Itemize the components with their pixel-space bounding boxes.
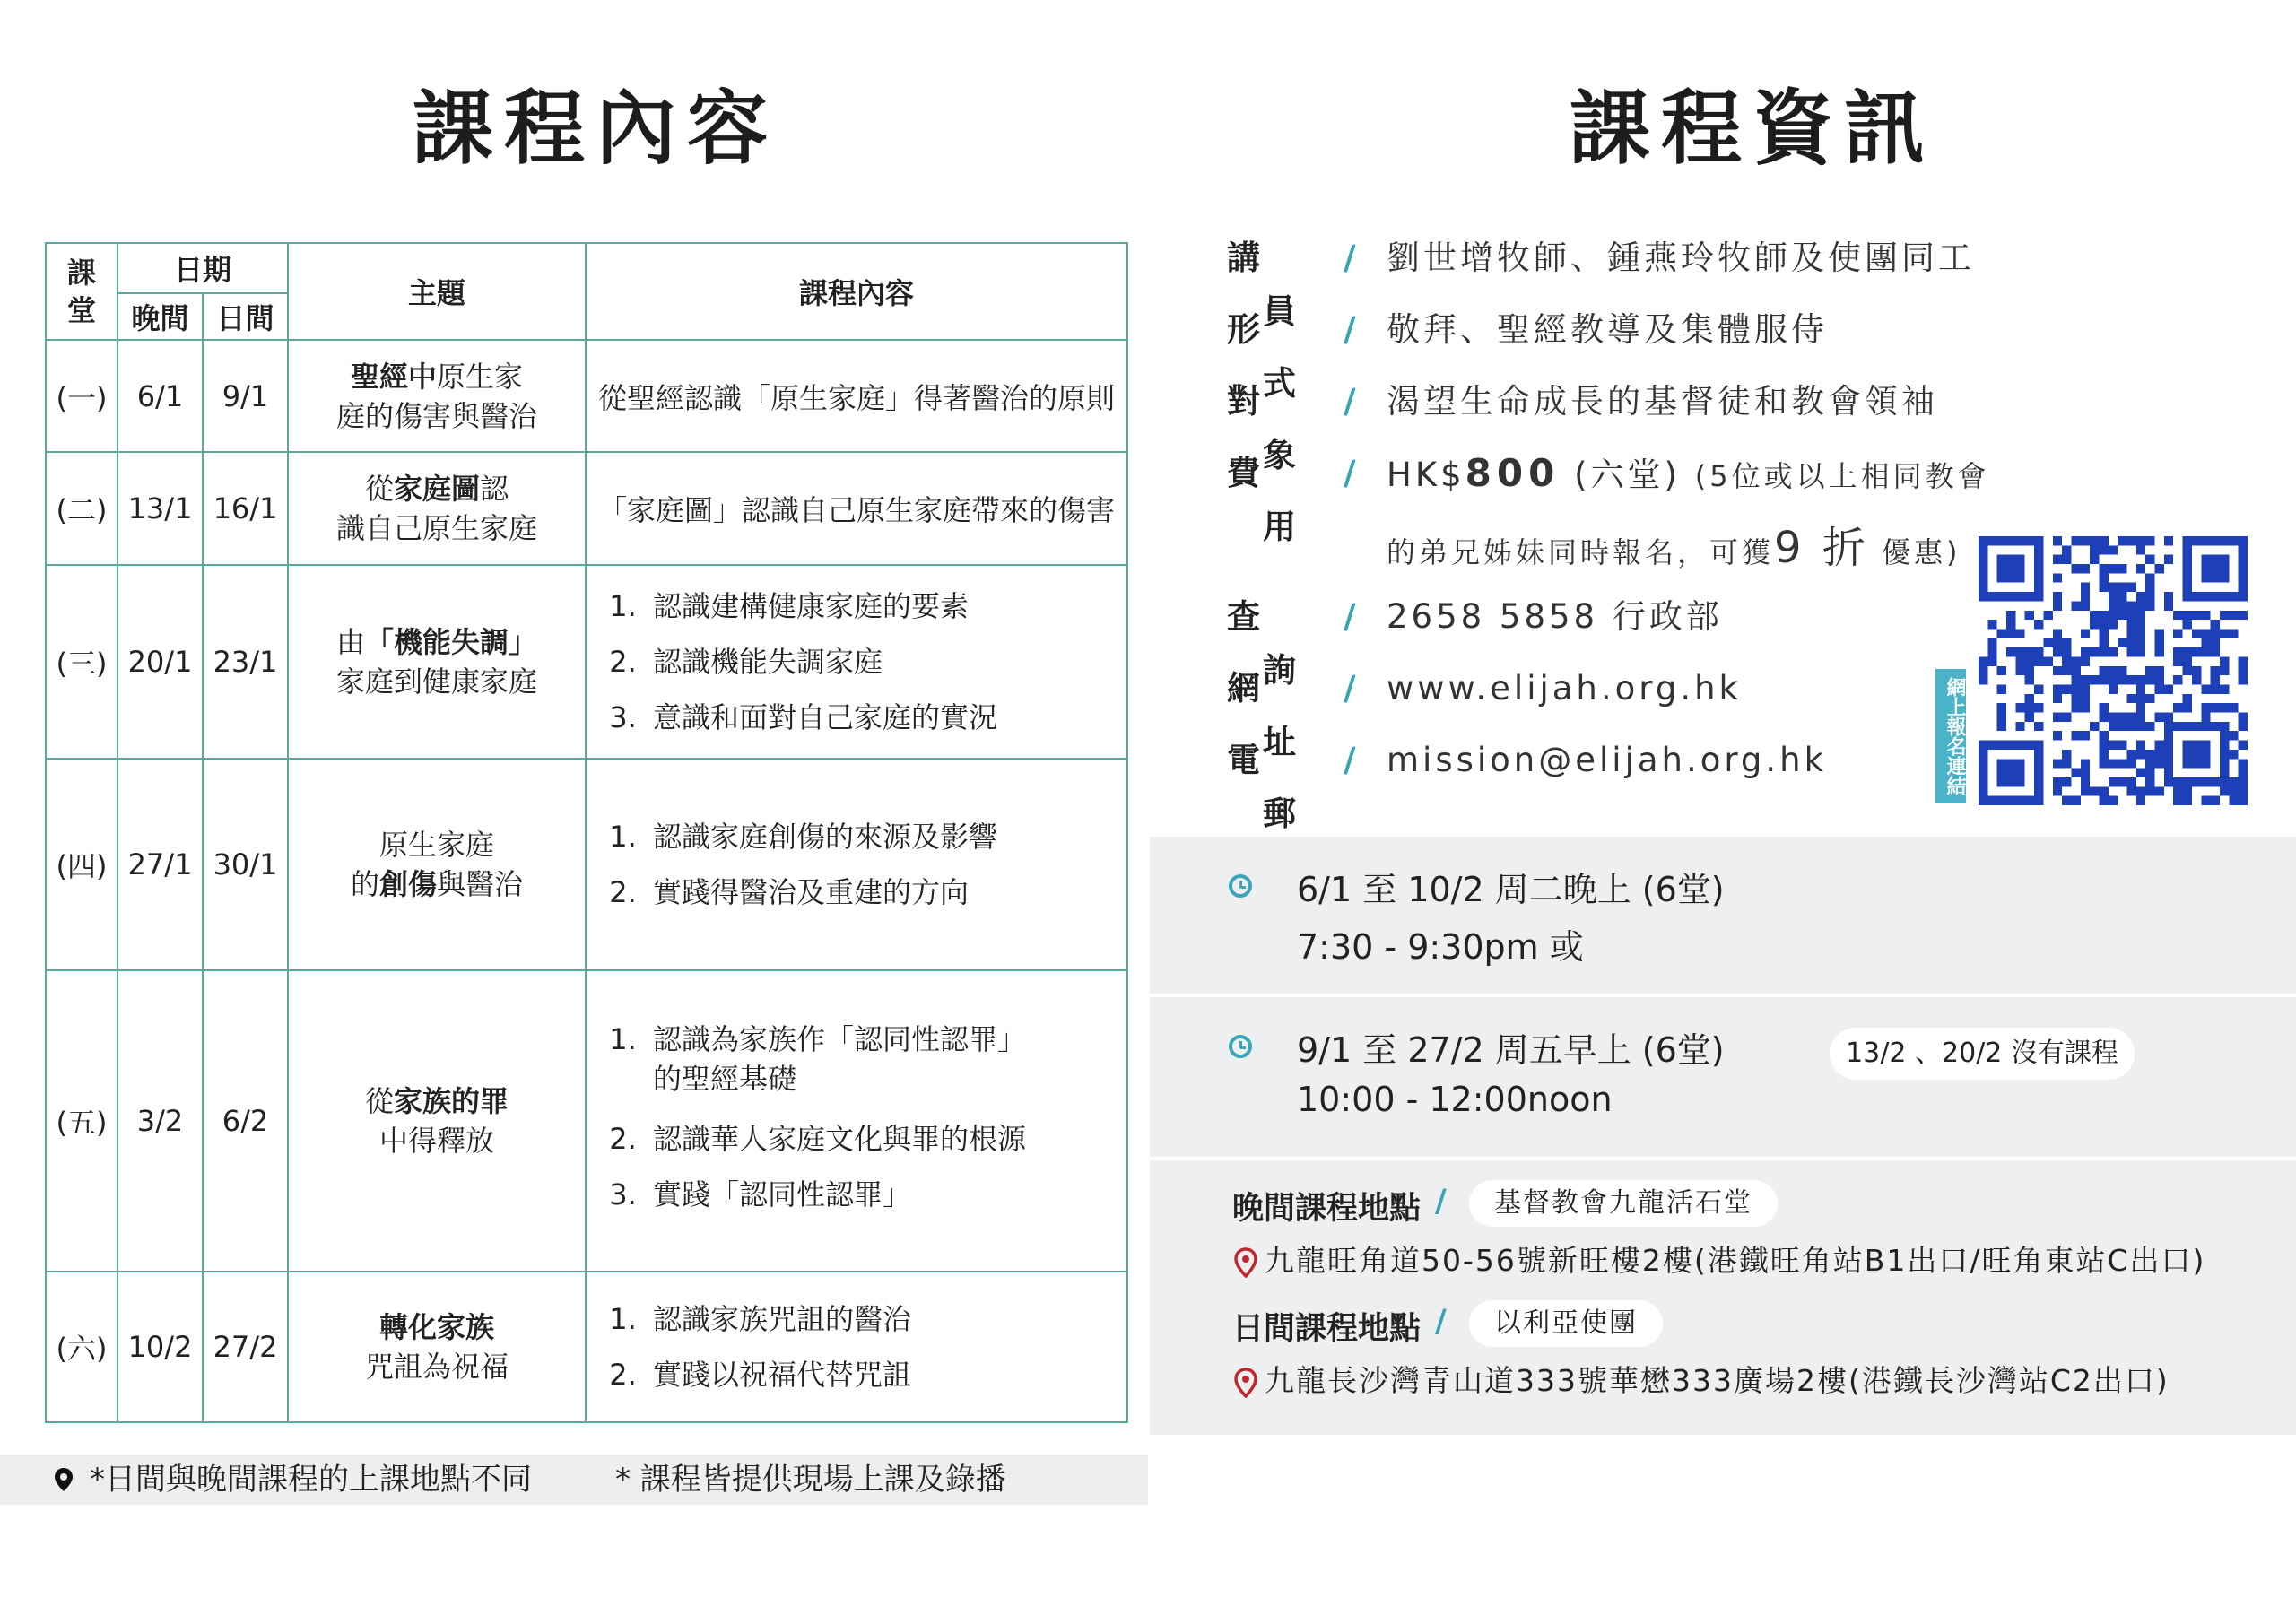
daytime-date: 30/1 bbox=[203, 759, 288, 970]
list-item: 2. 認識華人家庭文化與罪的根源 bbox=[646, 1111, 1126, 1167]
list-item-continuation: 的聖經基礎 bbox=[653, 1062, 797, 1096]
info-label: 網址 bbox=[1227, 669, 1300, 761]
evening-date: 6/1 bbox=[117, 340, 203, 452]
topic-text: 認 bbox=[480, 472, 509, 506]
daytime-date: 27/2 bbox=[203, 1272, 288, 1422]
separator-slash: / bbox=[1344, 310, 1360, 349]
topic-text: 庭的傷害與醫治 bbox=[335, 398, 537, 433]
left-title: 課程內容 bbox=[413, 82, 778, 176]
list-item-text: 認識為家族作「認同性認罪」 bbox=[653, 1022, 1027, 1056]
info-label: 對象 bbox=[1227, 382, 1300, 474]
separator-slash: / bbox=[1344, 741, 1360, 779]
table-row bbox=[46, 452, 1127, 565]
no-class-badge: 13/2 、20/2 沒有課程 bbox=[1830, 1028, 2135, 1080]
topic-cell bbox=[288, 1272, 586, 1422]
location-pin-icon bbox=[54, 1467, 74, 1492]
evening-dates: 6/1 至 10/2 周二晚上 (6堂) bbox=[1297, 870, 1725, 909]
evening-venue-badge: 基督教會九龍活石堂 bbox=[1469, 1180, 1778, 1227]
daytime-date: 6/2 bbox=[203, 970, 288, 1272]
separator-slash: / bbox=[1344, 669, 1360, 708]
table-row bbox=[46, 759, 1127, 970]
topic-cell bbox=[288, 565, 586, 759]
qr-block bbox=[1935, 536, 2246, 805]
info-label: 形式 bbox=[1227, 310, 1300, 403]
evening-date: 3/2 bbox=[117, 970, 203, 1272]
clock-icon bbox=[1229, 874, 1252, 898]
topic-bold: 創傷 bbox=[378, 867, 437, 901]
day-address bbox=[1234, 1358, 2170, 1400]
qr-tag: 網上報名連結 bbox=[1935, 669, 1966, 803]
topic-bold: 「機能失調」 bbox=[365, 625, 538, 659]
topic-cell bbox=[288, 759, 586, 970]
table-row bbox=[46, 565, 1127, 759]
topic-text: 家庭到健康家庭 bbox=[335, 664, 537, 699]
evening-address-text: 九龍旺角道50-56號新旺樓2樓(港鐵旺角站B1出口/旺角東站C出口) bbox=[1265, 1243, 2206, 1278]
lesson-header-text: 課 堂 bbox=[66, 256, 96, 327]
fee-amount: 800 bbox=[1465, 451, 1561, 495]
separator-slash: / bbox=[1435, 1184, 1447, 1220]
evening-date: 10/2 bbox=[117, 1272, 203, 1422]
lesson-number: (一) bbox=[46, 340, 117, 452]
day-venue-badge: 以利亞使團 bbox=[1469, 1300, 1663, 1347]
table-header-row bbox=[46, 243, 1127, 293]
left-footer bbox=[0, 1455, 1148, 1505]
daytime-time: 10:00 - 12:00noon bbox=[1297, 1080, 1613, 1119]
daytime-schedule bbox=[1150, 997, 2296, 1157]
topic-text: 原生家庭 bbox=[378, 828, 494, 862]
separator-slash: / bbox=[1344, 382, 1360, 421]
evening-schedule bbox=[1150, 837, 2296, 994]
content-list bbox=[587, 1020, 1126, 1222]
day-location-title: 日間課程地點 bbox=[1232, 1311, 1422, 1347]
topic-text: 從 bbox=[364, 472, 394, 506]
topic-text: 中得釋放 bbox=[378, 1124, 494, 1158]
topic-text: 咒詛為祝福 bbox=[364, 1350, 509, 1384]
info-label: 查詢 bbox=[1227, 597, 1300, 690]
content-cell: 「家庭圖」認識自己原生家庭帶來的傷害 bbox=[586, 452, 1127, 565]
clock-icon bbox=[1229, 1035, 1252, 1058]
content-list bbox=[587, 1291, 1126, 1403]
daytime-header: 日間 bbox=[203, 293, 288, 340]
topic-bold: 聖經中 bbox=[350, 359, 437, 394]
topic-cell bbox=[288, 970, 586, 1272]
discount: 9 折 bbox=[1774, 523, 1869, 573]
content-cell bbox=[586, 970, 1127, 1272]
format-value: 敬拜、聖經教導及集體服侍 bbox=[1387, 310, 1828, 349]
daytime-dates: 9/1 至 27/2 周五早上 (6堂) bbox=[1297, 1030, 1725, 1070]
day-address-text: 九龍長沙灣青山道333號華懋333廣場2樓(港鐵長沙灣站C2出口) bbox=[1265, 1363, 2170, 1398]
list-item bbox=[646, 1020, 1126, 1111]
lesson-number: (三) bbox=[46, 565, 117, 759]
fee-note-cont: 的弟兄姊妹同時報名，可獲9 折 優惠) bbox=[1387, 523, 1961, 573]
list-item: 1. 認識建構健康家庭的要素 bbox=[646, 578, 1126, 634]
evening-date: 27/1 bbox=[117, 759, 203, 970]
topic-text: 與醫治 bbox=[437, 867, 524, 901]
content-header: 課程內容 bbox=[586, 243, 1127, 340]
content-cell: 從聖經認識「原生家庭」得著醫治的原則 bbox=[586, 340, 1127, 452]
speaker-value: 劉世增牧師、鍾燕玲牧師及使團同工 bbox=[1387, 239, 1975, 277]
footer-note-location: *日間與晚間課程的上課地點不同 bbox=[90, 1462, 532, 1498]
topic-cell bbox=[288, 452, 586, 565]
evening-time: 7:30 - 9:30pm 或 bbox=[1297, 927, 1584, 967]
topic-text: 的 bbox=[350, 867, 379, 901]
list-item: 3. 實踐「認同性認罪」 bbox=[646, 1167, 1126, 1222]
info-label: 講員 bbox=[1227, 239, 1300, 331]
footer-note-recording: * 課程皆提供現場上課及錄播 bbox=[615, 1462, 1006, 1498]
topic-text: 識自己原生家庭 bbox=[335, 511, 537, 545]
lesson-number: (二) bbox=[46, 452, 117, 565]
topic-bold: 轉化家族 bbox=[378, 1310, 494, 1344]
list-item: 3. 意識和面對自己家庭的實況 bbox=[646, 690, 1126, 745]
info-label: 電郵 bbox=[1227, 741, 1300, 833]
evening-date: 13/1 bbox=[117, 452, 203, 565]
topic-text: 由 bbox=[335, 625, 365, 659]
topic-header: 主題 bbox=[288, 243, 586, 340]
evening-date: 20/1 bbox=[117, 565, 203, 759]
list-item: 1. 認識家族咒詛的醫治 bbox=[646, 1291, 1126, 1347]
info-label: 費用 bbox=[1227, 454, 1300, 546]
table-row bbox=[46, 1272, 1127, 1422]
topic-text: 原生家 bbox=[437, 359, 524, 394]
list-item: 2. 實踐得醫治及重建的方向 bbox=[646, 864, 1126, 920]
fee-value bbox=[1387, 447, 1990, 503]
enquiry-value: 2658 5858 行政部 bbox=[1387, 597, 1723, 636]
date-header: 日期 bbox=[117, 243, 288, 293]
evening-address bbox=[1234, 1238, 2205, 1280]
daytime-date: 16/1 bbox=[203, 452, 288, 565]
locations-panel bbox=[1150, 1160, 2296, 1435]
map-pin-icon bbox=[1234, 1368, 1257, 1398]
separator-slash: / bbox=[1344, 454, 1360, 492]
qr-code-icon[interactable] bbox=[1979, 536, 2248, 805]
right-title: 課程資訊 bbox=[1570, 82, 1935, 176]
evening-header: 晚間 bbox=[117, 293, 203, 340]
list-item: 1. 認識家庭創傷的來源及影響 bbox=[646, 809, 1126, 864]
lesson-number: (六) bbox=[46, 1272, 117, 1422]
list-item: 2. 認識機能失調家庭 bbox=[646, 634, 1126, 690]
topic-bold: 家族的罪 bbox=[394, 1084, 509, 1118]
separator-slash: / bbox=[1344, 597, 1360, 636]
table-row bbox=[46, 970, 1127, 1272]
course-table bbox=[45, 242, 1128, 1423]
daytime-date: 23/1 bbox=[203, 565, 288, 759]
content-list bbox=[587, 578, 1126, 745]
daytime-date: 9/1 bbox=[203, 340, 288, 452]
topic-text: 從 bbox=[364, 1084, 394, 1118]
separator-slash: / bbox=[1435, 1304, 1447, 1340]
table-row bbox=[46, 340, 1127, 452]
lesson-header bbox=[46, 243, 117, 340]
topic-cell bbox=[288, 340, 586, 452]
fee-lessons: (六堂) bbox=[1574, 456, 1681, 494]
fee-note: (5位或以上相同教會 bbox=[1694, 459, 1990, 493]
content-list bbox=[587, 809, 1126, 920]
email-link[interactable]: mission@elijah.org.hk bbox=[1387, 741, 1828, 779]
content-cell bbox=[586, 565, 1127, 759]
fee-prefix: HK$ bbox=[1387, 456, 1465, 494]
website-link[interactable]: www.elijah.org.hk bbox=[1387, 669, 1742, 708]
target-value: 渴望生命成長的基督徒和教會領袖 bbox=[1387, 382, 1938, 421]
evening-location-title: 晚間課程地點 bbox=[1232, 1191, 1422, 1227]
content-cell bbox=[586, 1272, 1127, 1422]
list-item: 2. 實踐以祝福代替咒詛 bbox=[646, 1347, 1126, 1403]
lesson-number: (五) bbox=[46, 970, 117, 1272]
separator-slash: / bbox=[1344, 239, 1360, 277]
content-cell bbox=[586, 759, 1127, 970]
map-pin-icon bbox=[1234, 1247, 1257, 1278]
topic-bold: 家庭圖 bbox=[393, 472, 480, 506]
lesson-number: (四) bbox=[46, 759, 117, 970]
